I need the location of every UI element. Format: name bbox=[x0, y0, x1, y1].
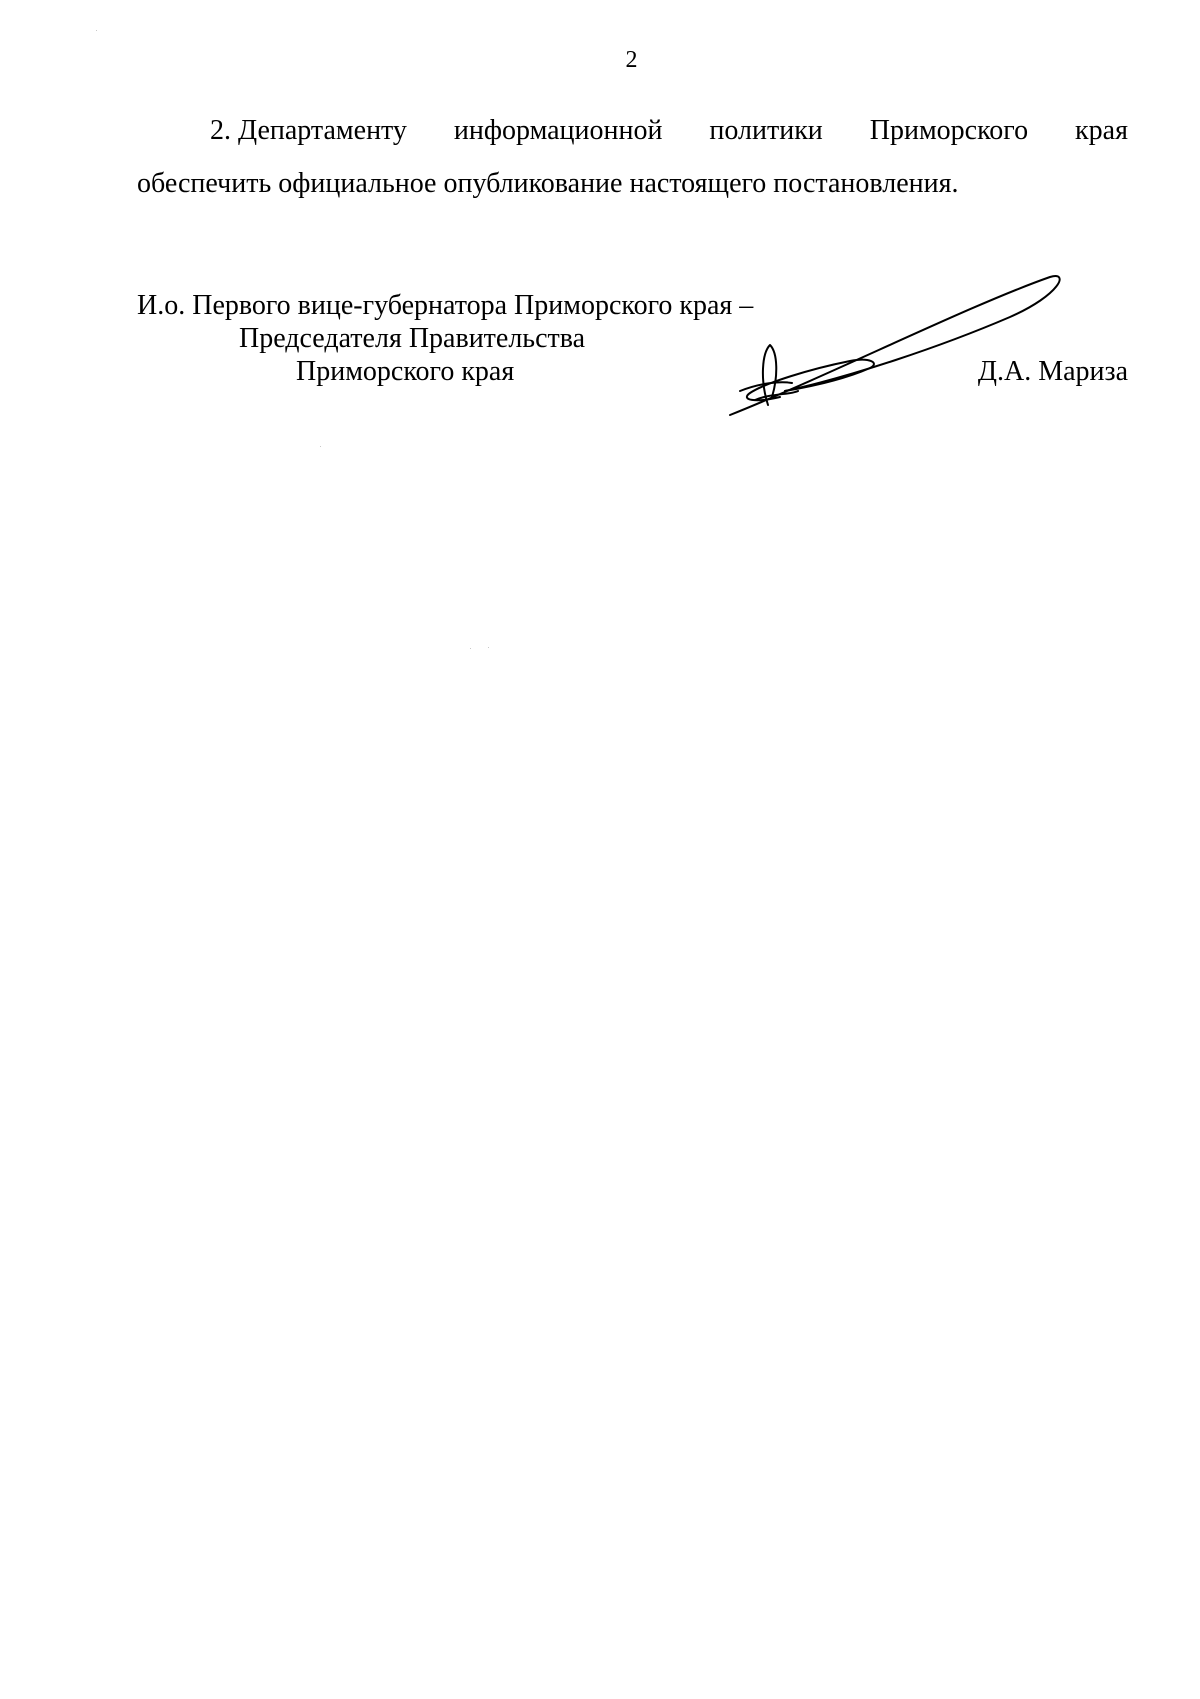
scan-speck bbox=[320, 446, 321, 447]
paragraph-word: Приморского bbox=[869, 115, 1029, 146]
paragraph-word: политики bbox=[709, 115, 823, 146]
scan-speck bbox=[96, 30, 97, 31]
paragraph-word: информационной bbox=[453, 115, 663, 146]
handwritten-signature bbox=[710, 265, 1070, 425]
signatory-title-line-1: И.о. Первого вице-губернатора Приморского края – bbox=[137, 290, 754, 321]
signatory-title-line-3: Приморского края bbox=[296, 356, 515, 387]
paragraph-first-line bbox=[137, 104, 1128, 157]
signatory-title-line-2: Председателя Правительства bbox=[239, 323, 586, 354]
page-number: 2 bbox=[625, 47, 638, 73]
scan-speck bbox=[488, 647, 489, 648]
paragraph-word: 2. Департаменту bbox=[210, 115, 407, 146]
signer-name: Д.А. Мариза bbox=[977, 356, 1128, 387]
paragraph bbox=[137, 104, 1128, 210]
paragraph-word: края bbox=[1075, 115, 1128, 146]
scan-speck bbox=[470, 648, 471, 649]
signatory-title bbox=[137, 289, 753, 388]
paragraph-second-line: обеспечить официальное опубликование настоящего постановления. bbox=[137, 168, 959, 199]
